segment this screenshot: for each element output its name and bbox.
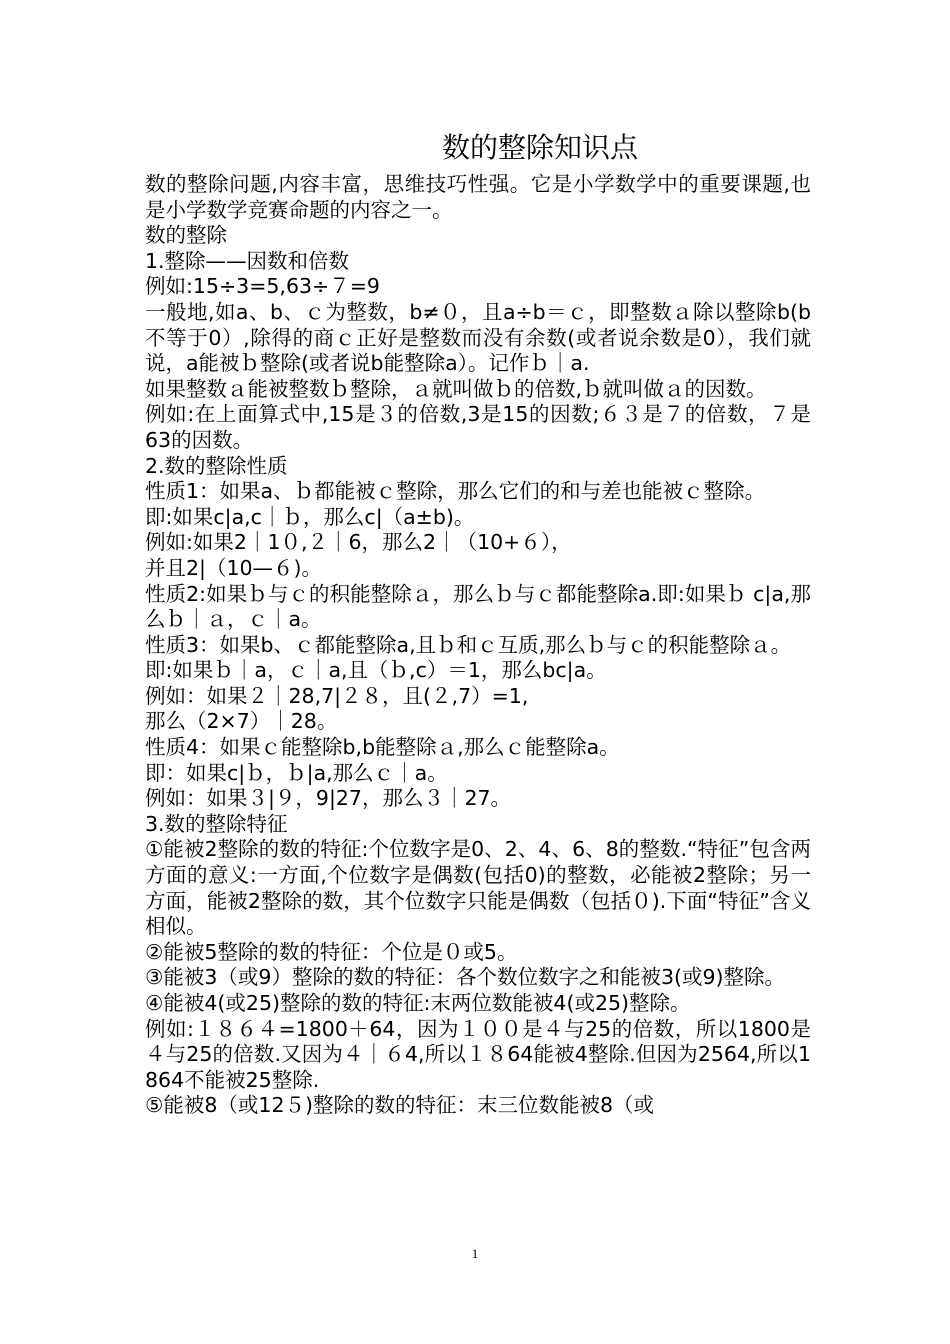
paragraph: 2.数的整除性质 bbox=[145, 453, 288, 478]
paragraph: 性质4：如果ｃ能整除b,b能整除ａ,那么ｃ能整除a。 bbox=[145, 735, 620, 760]
document-body bbox=[145, 172, 811, 1119]
paragraph: 性质3：如果b、ｃ都能整除a,且ｂ和ｃ互质,那么ｂ与ｃ的积能整除ａ。 bbox=[145, 632, 792, 657]
paragraph: ④能被4(或25)整除的数的特征:末两位数能被4(或25)整除。 bbox=[145, 991, 691, 1015]
paragraph: 如果整数ａ能被整数ｂ整除，ａ就叫做ｂ的倍数,ｂ就叫做ａ的因数。 bbox=[145, 376, 767, 401]
paragraph: 性质1：如果a、ｂ都能被ｃ整除，那么它们的和与差也能被ｃ整除。 bbox=[145, 479, 766, 504]
paragraph: 数的整除问题,内容丰富，思维技巧性强。它是小学数学中的重要课题,也是小学数学竞赛命题的内容之一。 bbox=[145, 172, 811, 222]
paragraph: 1.整除——因数和倍数 bbox=[145, 248, 350, 273]
paragraph: 即:如果c|a,c｜ｂ，那么c|（a±b)。 bbox=[145, 504, 475, 529]
paragraph: 数的整除 bbox=[145, 223, 227, 248]
paragraph: ②能被5整除的数的特征：个位是０或5。 bbox=[145, 939, 518, 964]
paragraph: 即:如果ｂ｜a，ｃ｜a,且（ｂ,c）＝1，那么bc|a。 bbox=[145, 658, 607, 683]
paragraph: 例如：如果３|９，9|27，那么３｜27。 bbox=[145, 786, 512, 811]
paragraph: ①能被2整除的数的特征:个位数字是0、2、4、6、8的整数.“特征”包含两方面的意义:一方面,个位数字是偶数(包括0)的整数，必能被2整除；另一方面，能被2整除的数，其个位数字只能是偶数（包括０).下面“特征”含义相似。 bbox=[145, 837, 811, 939]
paragraph: 例如:在上面算式中,15是３的倍数,3是15的因数;６３是７的倍数，７是63的因数。 bbox=[145, 402, 811, 452]
paragraph: 并且2|（10—６)。 bbox=[145, 555, 323, 580]
paragraph: 例如：如果２｜28,7|２８，且(２,7）=1, bbox=[145, 683, 529, 708]
paragraph: 性质2:如果ｂ与ｃ的积能整除ａ，那么ｂ与ｃ都能整除a.即:如果ｂ c|a,那么ｂ｜ａ，ｃ｜a。 bbox=[145, 581, 811, 632]
paragraph: 例如:15÷3=5,63÷７=9 bbox=[145, 274, 380, 299]
paragraph: 例如:１８６４=1800＋64，因为１００是４与25的倍数，所以1800是４与25的倍数.又因为４｜６4,所以１８64能被4整除.但因为2564,所以1 864不能被25整除. bbox=[145, 1016, 811, 1092]
page-number: 1 bbox=[471, 1246, 479, 1261]
paragraph: 即：如果c|ｂ，ｂ|a,那么ｃ｜a。 bbox=[145, 760, 448, 785]
paragraph: ③能被3（或9）整除的数的特征：各个数位数字之和能被3(或9)整除。 bbox=[145, 965, 786, 990]
paragraph: 一般地,如a、b、ｃ为整数，b≠０，且a÷b＝ｃ，即整数ａ除以整除b(b不等于0）,除得的商ｃ正好是整数而没有余数(或者说余数是0），我们就说，a能被ｂ整除(或者说b能整除a）。记作ｂ｜a. bbox=[145, 299, 811, 376]
paragraph: ⑤能被8（或12５)整除的数的特征：末三位数能被8（或 bbox=[145, 1093, 655, 1118]
paragraph: 例如:如果2｜1０,２｜6，那么2｜（10+６）， bbox=[145, 530, 572, 555]
paragraph: 那么（2×7）｜28。 bbox=[145, 709, 338, 734]
paragraph: 3.数的整除特征 bbox=[145, 811, 288, 836]
document-title: 数的整除知识点 bbox=[441, 131, 638, 164]
